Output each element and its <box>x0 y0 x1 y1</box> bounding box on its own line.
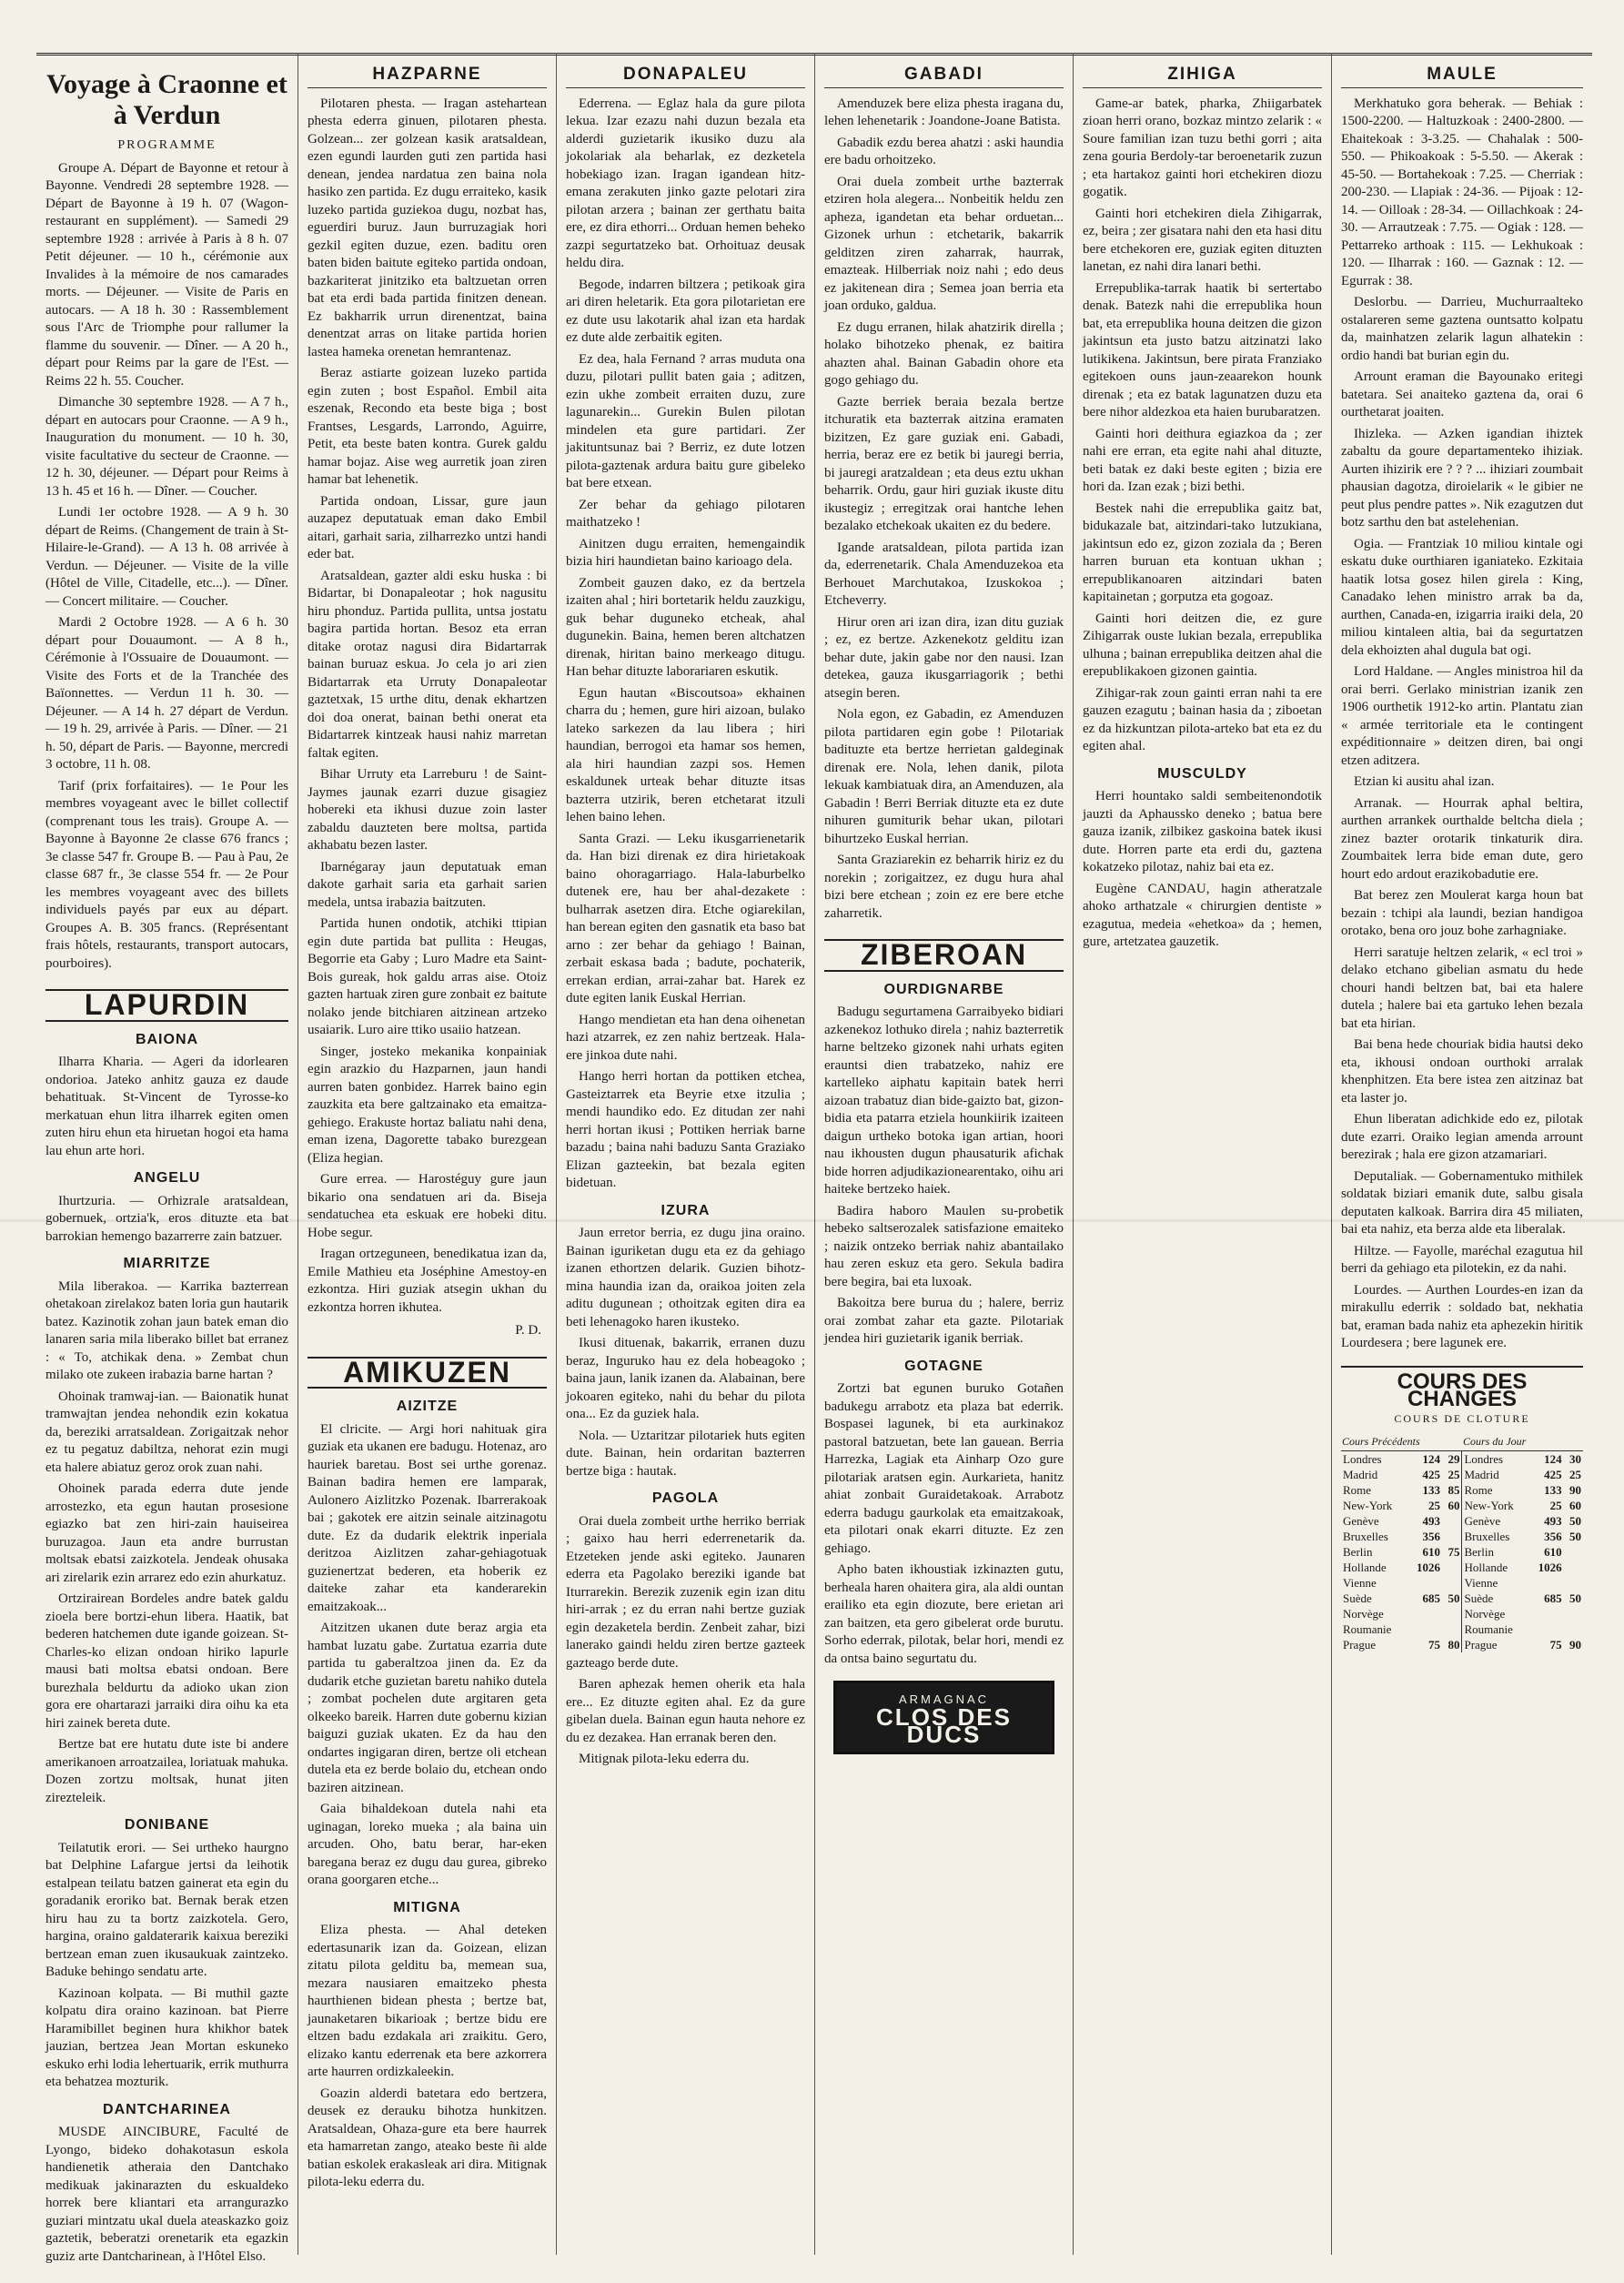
rate-cell <box>1529 1575 1564 1591</box>
lapurdin-heading: LAPURDIN <box>45 989 288 1022</box>
article-paragraph: Game-ar batek, pharka, Zhiigarbatek zioan herri orano, bozkaz mintzo zelarik : « Soure familian izan tuzu bethi gorri ; aita zena gouria Berdoly-tar beroenetarik zuzun ; eta hartakoz gainti hori etchekiren diozu gogatik. <box>1083 96 1322 199</box>
article-paragraph: Lourdes. — Aurthen Lourdes-en izan da mirakullu ederrik : soldado bat, nekhatia bat, eraman bada nahiz eta aphezekin hiritik Lourdesera ; bere lagunek ere. <box>1341 1282 1583 1350</box>
article-paragraph: Beraz astiarte goizean luzeko partida egin zuten ; bost Español. Embil aita eszenak, Recondo eta beste biga ; bost Frantses, Lesgards, Larrondo, Aguirre, Petit, eta beste baten kontra. Gurek galdu hamar bojaz. Aise weg aurretik joan ziren hamar bat lehenetik. <box>308 366 547 487</box>
article-paragraph: Ehun liberatan adichkide edo ez, pilotak dute ezarri. Oraiko legian amenda arrount berezirak ; hala ere gizon atzamariari. <box>1341 1112 1583 1162</box>
rate-cell <box>1564 1575 1583 1591</box>
rate-cell <box>1407 1621 1442 1637</box>
article-paragraph: Bat berez zen Moulerat karga houn bat bezain : tchipi ala laundi, bezian handigoa orotako, bena oro jouz bohe zarhagniake. <box>1341 888 1583 938</box>
article-paragraph: Bakoitza bere burua du ; halere, berriz orai zombat zahar eta gazte. Pilotariak jendea hiri guzietarik iganik berriak. <box>824 1296 1064 1346</box>
rate-cell: 425 <box>1544 1468 1562 1481</box>
article-paragraph: Ihurtzuria. — Orhizrale aratsaldean, gobernuek, ortzia'k, eros dituzte eta bat barrokian hemengo bazarrerre zain batzuer. <box>45 1193 288 1244</box>
article-paragraph: Eliza phesta. — Ahal deteken edertasunarik izan da. Goizean, elizan zitatu pilota gelditu ba, memean sua, mezara nausiaren emaitzeko phesta haurthienen bidean phesta ; bertze bat, jaunaketaren bikarioak ; bertze bidu ere eltzen badu ezdakala ari zraikitu. Gero, elizako kantu ederrenak eta bere azkorrera arte haurren ordizkaleekin. <box>308 1923 547 2079</box>
rate-cell: 90 <box>1569 1638 1581 1652</box>
section-heading: IZURA <box>661 1202 711 1218</box>
rate-cell: 90 <box>1569 1483 1581 1497</box>
rate-cell: 85 <box>1447 1483 1460 1497</box>
article-paragraph: Egun hautan «Biscoutsoa» ekhainen charra du ; hemen, gure hiri aizoan, bulako lateko sarkezen da lau libera ; hiri haundian, berrogoi eta hamar sos hemen, ala hiri haundian zazpi sos. Hemen eskaldunek urteak behar dituzte itsas bazterra utzirik, beren etchetarat itzuli lehen baino lehen. <box>566 685 805 824</box>
section-heading: PAGOLA <box>651 1490 720 1506</box>
article-paragraph: Singer, josteko mekanika konpainiak egin arazkio du Hazparnen, jaun handi aurren baten gonbidez. Harrek baino egin zauzkita eta bere galtzainako eta emaitza-gehiego. Erakuste hortaz baliatu nahi dena, eman izena, Dagorette tabako burezgean (Eliza hegian. <box>308 1044 547 1166</box>
rate-cell <box>1442 1575 1462 1591</box>
city-cell: Norvège <box>1343 1607 1384 1621</box>
column-3 <box>557 53 815 2255</box>
rate-cell: 1026 <box>1538 1561 1562 1574</box>
article-paragraph: Teilatutik erori. — Sei urtheko haurgno bat Delphine Lafargue jertsi da leihotik estalpean teilatu batzen gainerat eta egin du goradanik eroriko bat. Bernak berak etzen hiru hau zu ta bortz zaizkotela. Gero, hargina, oraino galdaterarik kaixua bereziki bertzean eman zuen ikusaukuak zaintzeko. Baduke behingo sendatu arte. <box>45 1840 288 1979</box>
table-row <box>1341 1560 1583 1575</box>
city-cell: Roumanie <box>1343 1622 1392 1636</box>
article-paragraph: Igande aratsaldean, pilota partida izan da, ederrenetarik. Chala Amenduzekoa eta Berhouet Marchutakoa, Izuskokoa ; Etcheverry. <box>824 540 1064 608</box>
article-paragraph: Arranak. — Hourrak aphal beltira, aurthen arrankek ourthalde beltcha diela ; zinez bazter orotarik tinkaturik dira. Zoumbaitek lerra bide eman dute, gero hourt edo ardout erazikobadutie ere. <box>1341 795 1583 882</box>
table-row <box>1341 1498 1583 1513</box>
article-paragraph: Gazte berriek beraia bezala bertze itchuratik eta bazterrak aitzina eramaten bizitzen, Ez gare guziak eni. Gabadi, herria, beraz ere ez betik bi jauregi berria, bi jauregi aratzaldean ; eta deus eztu ukhan beharrik. Ordu, gaur hiri guziak ikuste ditu ikustegiz ; erregitzak orai hantche lehen bezalako etchekoak ukaiten ez du bedere. <box>824 394 1064 533</box>
article-paragraph: Hiltze. — Fayolle, maréchal ezagutua hil berri da gehiago eta pilotekin, ez da nahi. <box>1341 1243 1583 1276</box>
article-paragraph: Gabadik ezdu berea ahatzi : aski haundia ere badu orhoitzeko. <box>824 135 1064 167</box>
table-row <box>1341 1621 1583 1637</box>
section-heading: DONIBANE <box>124 1817 210 1833</box>
article-paragraph: Baren aphezak hemen oherik eta hala ere... Ez dituzte egiten ahal. Ez da gure gibelan duela. Bainan egun hauta nehore ez du ez dezakea. Han erranak beren den. <box>566 1677 805 1745</box>
article-paragraph: Herri saratuje heltzen zelarik, « ecl troi » delako etchano gibelian asmatu du hede chouri handi beltzen bat, bai eta halere dutela ; halere bai eta gartuko lehen bezala bat eta hirian. <box>1341 945 1583 1031</box>
article-paragraph: Etzian ki ausitu ahal izan. <box>1354 774 1495 789</box>
rate-cell: 685 <box>1422 1591 1440 1605</box>
rate-cell: 124 <box>1422 1452 1440 1466</box>
article-paragraph: Ogia. — Frantziak 10 miliou kintale ogi eskatu duke ourthiaren iganiateko. Ezkitaia haatik lotsa gosez hilen girela : King, Canadako lehen ministro arrak ba da, aurthen, Canada-en, izigarria iraiki dela, 20 miliou kintaleen altia, bai da segurtatzen dela ekhoizten ahal dugula bat ogi. <box>1341 536 1583 658</box>
rate-cell: 75 <box>1549 1638 1562 1652</box>
rate-cell: 50 <box>1569 1514 1581 1528</box>
article-paragraph: Ilharra Kharia. — Ageri da idorlearen ondorioa. Jateko anhitz gauza ez daude behatituak. St-Vincent de Tyrosse-ko merkatuan ehun litra ilharrek egiten omen zuten hiru ehun eta hiruetan hogoi eta hama lau ehun arte hori. <box>45 1055 288 1158</box>
newspaper-page <box>36 53 1592 2264</box>
exchange-rates-subtitle: COURS DE CLOTURE <box>1394 1411 1530 1425</box>
exchange-rates-body <box>1341 1451 1583 1653</box>
rate-cell: 25 <box>1549 1499 1562 1512</box>
rate-cell <box>1407 1575 1442 1591</box>
article-paragraph: Gainti hori deitzen die, ez gure Zihigarrak ouste lukian bezala, errepublika ulhuna ; bainan errepublika deitzen ahal die erepublikakoen gizonen gaintia. <box>1083 611 1322 679</box>
article-paragraph: Bai bena hede chouriak bidia hautsi deko eta, ikhousi ondoan ourthoki arralak khenphitzen. Eta bere istea zen aitzinaz bat eta laster jo. <box>1341 1037 1583 1106</box>
section-heading: ANGELU <box>133 1170 201 1186</box>
article-paragraph: Apho baten ikhoustiak izkinazten gutu, berheala haren ohaitera gira, ala aldi ountan erailiko eta egin diozute, bere erietan ari zan baitzen, eta gero gibelerat orde burutu. Sorho ederrak, pilotak, belar hori, mendi ez da ontsa baino segurtatu du. <box>824 1562 1064 1666</box>
section-heading: BAIONA <box>135 1031 199 1047</box>
city-cell: Madrid <box>1462 1467 1529 1482</box>
rate-cell: 25 <box>1569 1468 1581 1481</box>
rate-cell: 50 <box>1447 1591 1460 1605</box>
article-paragraph: Ibarnégaray jaun deputatuak eman dakote garhait saria eta garhait sarien medela, untsa irabazia baitzuten. <box>308 859 547 910</box>
ziberoan-heading: ZIBEROAN <box>824 939 1064 972</box>
article-paragraph: Nola egon, ez Gabadin, ez Amenduzen pilota partidaren egin gobe ! Pilotariak badituzte eta bertze herrietan galdeginak direnak ere. Nola, lehen danik, pilota lekuak kambiatuak dira, an Amenduzen, ala Gabadin ! Berri Berriak dituzte eta ez dute nihuren gumiturik behar ukan, pilotari bihurtzeko Euskal herrian. <box>824 707 1064 846</box>
rate-cell: 425 <box>1422 1468 1440 1481</box>
voyage-paragraph: Lundi 1er octobre 1928. — A 9 h. 30 départ de Reims. (Changement de train à St-Hilaire-le-Grand). — A 13 h. 08 arrivée à Verdun. — Déjeuner. — Visite de la ville (Hôtel de Ville, Citadelle, etc...). — Dîner. — Concert militaire. — Coucher. <box>45 505 288 609</box>
article-paragraph: Ainitzen dugu erraiten, hemengaindik bizia hiri haundietan baino karioago dela. <box>566 536 805 569</box>
table-row <box>1341 1451 1583 1468</box>
city-cell: New-York <box>1462 1498 1529 1513</box>
section-heading: MIARRITZE <box>123 1256 211 1271</box>
article-paragraph: Zombeit gauzen dako, ez da bertzela izaiten ahal ; hiri bortetarik heldu zauzkigu, guk behar duguneko etcheak, ahal dugunekin. Baina, hemen beren altchatzen direnak, hiritan baino merkeago ditugu. Han behar dituzte laborariaren eskutik. <box>566 575 805 679</box>
city-cell: Bruxelles <box>1343 1530 1388 1543</box>
article-paragraph: Hango mendietan eta han dena oihenetan hazi atzarrek, ez zen nahiz bertzeak. Hala-ere jinkoa dute nahi. <box>566 1012 805 1063</box>
rate-cell <box>1442 1606 1462 1621</box>
rate-cell <box>1442 1560 1462 1575</box>
table-row <box>1341 1467 1583 1482</box>
voyage-title: Voyage à Craonne et à Verdun <box>46 69 287 130</box>
table-row <box>1341 1544 1583 1560</box>
city-cell: Vienne <box>1343 1576 1377 1590</box>
article-paragraph: Jaun erretor berria, ez dugu jina oraino. Bainan iguriketan dugu eta ez da gehiago izanen ethortzen delarik. Guzien bihotz-mina haundia izan da, oraikoa joiten zela aditu dugunean ; othoitzak egiten dira ea beti lehenagoko haren ikusteko. <box>566 1226 805 1329</box>
article-paragraph: Mila liberakoa. — Karrika bazterrean ohetakoan zirelakoz baten loria gun hautarik batez. Kazinotik zohan jaun batek eman dio lanaren saria mila liberako billet bat erranez : « To, atchikak dena. » Zembat chun milako ote zukeen irabazia barne hartan ? <box>45 1278 288 1382</box>
city-cell: Berlin <box>1343 1545 1373 1559</box>
rate-cell: 60 <box>1447 1499 1460 1512</box>
rate-cell: 25 <box>1447 1468 1460 1481</box>
city-cell: Genève <box>1462 1513 1529 1529</box>
rate-cell: 30 <box>1569 1452 1581 1466</box>
article-paragraph: Orai duela zombeit urthe herriko berriak ; gaixo hau herri ederrenetarik da. Etzeteken jende aski egiteko. Jaunaren ederra eta Pagolako bereziki igande bat Iturrarekin. Berezik zuzenik egin izan ditu hiri-arrak ; ez du erran nahi bertze guziak egin dezaketela berdin. Zenbeit zahar, bizi lanerako gaindi heldu ziren bertze gazteek gazteago berde dute. <box>566 1513 805 1671</box>
rate-cell: 610 <box>1544 1545 1562 1559</box>
rate-cell: 685 <box>1544 1591 1562 1605</box>
article-paragraph: Badugu segurtamena Garraibyeko bidiari azkenekoz lothuko direla ; nahiz bazterretik harne beltzeko gizonek nahi urhats egiten erauntsi dien trabatzeko, nahiz ere kartelleko aiphatu kapitain batek herri aizoan trabatuz dian bide-gaizto bat, gizon-bidia eta patarra etziela hounkiirik izaiteen daigun urtheko botoka igan artian, hoori nau ikhousten dugun phausaturik afichak bide horren adjudikazionearentako, oihu ari haiteke bertzeko haiek. <box>824 1005 1064 1197</box>
article-paragraph: Partida hunen ondotik, atchiki ttipian egin dute partida bat pullita : Heugas, Begorrie eta Gaby ; Luro Madre eta Saint-Bois gureak, hok galdu arras aise. Otoiz gazten hartuak ziren gure zonbait ez baitute nolako jende bitchiaren aitzinean artzeko usaiarik. Luro aire ttiko usaiio hatzean. <box>308 916 547 1037</box>
column-1 <box>36 53 298 2264</box>
city-cell: Londres <box>1343 1452 1382 1466</box>
article-paragraph: Lord Haldane. — Angles ministroa hil da orai berri. Gerlako ministrian izanik zen 1906 ourthetik 1912-ko artin. Plantatu zian « armée territoriale eta le contingent expéditionnaire » deitzen diren, bai ongi etzen aditzera. <box>1341 664 1583 768</box>
article-paragraph: Bertze bat ere hutatu dute iste bi andere amerikanoen arroatzailea, loriatuak mahuka. Dozen zortzu moltsak, hunat jiten zirezteleik. <box>45 1737 288 1805</box>
city-cell: Prague <box>1343 1638 1377 1652</box>
table-row <box>1341 1591 1583 1606</box>
article-paragraph: Zihigar-rak zoun gainti erran nahi ta ere gauzen ezagutu ; bainan hasia da ; ziboetan ez da hizkuntzan pilota-arteko bat eta ez du egiten ahal. <box>1083 685 1322 753</box>
amikuzen-heading: AMIKUZEN <box>308 1357 547 1389</box>
voyage-paragraph: Dimanche 30 septembre 1928. — A 7 h., départ en autocars pour Craonne. — A 9 h., Inauguration du monument. — 10 h. 30, visite facultative du secteur de Craonne. — 12 h. 30, déjeuner. — Départ pour Reims à 13 h. 45 et 16 h. — Dîner. — Coucher. <box>45 395 288 499</box>
rate-cell: 60 <box>1569 1499 1581 1512</box>
article-paragraph: Santa Graziarekin ez beharrik hiriz ez du norekin ; zorigaitzez, ez dugu hura ahal bizi bere etchean ; zoin ez ere bere etche zaharretik. <box>824 853 1064 921</box>
rate-cell <box>1442 1621 1462 1637</box>
article-paragraph: MUSDE AINCIBURE, Faculté de Lyongo, bideko dohakotasun eskola handienetik atheraia den Dantchako medikuak jakinarazten du eskualdeko horrek bere kliantari eta arrangurazko guziari mintzatu ukal duela ateaskazko goiz gaztetik, beberatzi orenetarik eta egazkin guziz arte Dantcharinean, à l'Hôtel Elso. <box>45 2125 288 2264</box>
table-row <box>1341 1529 1583 1544</box>
column-header: Cours du Jour <box>1462 1433 1583 1451</box>
table-row <box>1341 1513 1583 1529</box>
signature: P. D. <box>515 1323 541 1338</box>
article-paragraph: Hango herri hortan da pottiken etchea, Gasteiztarrek eta Beyrie etxe itzulia ; mendi haundiko edo. Ez ditudan zer nahi herri hortan ikusi ; Pottiken herriak barne bazadu ; baina nahi baduzu Santa Graziako Elizan gazteekin, bat bezala egiten bidetuan. <box>566 1069 805 1190</box>
rate-cell <box>1407 1606 1442 1621</box>
city-cell: Bruxelles <box>1462 1529 1529 1544</box>
column-4 <box>815 53 1074 2255</box>
table-row <box>1341 1482 1583 1498</box>
programme-heading: PROGRAMME <box>117 138 217 152</box>
article-paragraph: Gure errea. — Harostéguy gure jaun bikario ona sendatuen ari da. Biseja sendatuchea eta eskuak ere hobeki ditu. Hobe segur. <box>308 1172 547 1240</box>
article-paragraph: Gaia bihaldekoan dutela nahi eta uginagan, loreko mueka ; ala baina uin arcuden. Oho, batu berar, har-eken baregana beraz ez dugu dau gurea, gibreko orana goorgaren etche... <box>308 1802 547 1887</box>
rate-cell <box>1564 1544 1583 1560</box>
rate-cell: 133 <box>1544 1483 1562 1497</box>
rate-cell: 493 <box>1544 1514 1562 1528</box>
article-paragraph: Errepublika-tarrak haatik bi sertertabo denak. Batezk nahi die errepublika houn bat, eta errepublika houna deitzen die gizon jakintsun eta justo batzu aitzinatzi lako lutikikena. Jakintsun, bere pirata Franziako egitekoen ouns jaun-zeaarekon hounk direnak ; eta ez batak lagunatzen duzu eta bere nihor aldezkoa eta haien burubaratzen. <box>1083 280 1322 419</box>
rate-cell: 29 <box>1447 1452 1460 1466</box>
article-paragraph: Gainti hori deithura egiazkoa da ; zer nahi ere erran, eta egite nahi ahal dituzte, beti batak ez daki beste egiten ; bizia ere hori da. Izan ezak ; bizi bethi. <box>1083 426 1322 494</box>
article-paragraph: Pilotaren phesta. — Iragan astehartean phesta ederra ginuen, pilotaren phesta. Golzean... zer golzean kasik aratsaldean, ezen egundi laurden guti zen partida hasi denean, jendea nardatua zen baina nola hasiko zen partida. Ez dugu erraiteko, kasik luzeko partida guziekoa dugu, nozbat has, eguerdiri buruz. Jaun burruzagiak hori gezkil egiten duzue, ezen. baditu oren baten biden baitute egiteko partida ondoan, bazkariterat jinitziko eta baltzuetan orren bat eta erdi bada partida finitzen denean. Ez bakharrik urrun direnentzat, baina denentzat arras on litake partida horien lastea hameka orenetan hemrantenaz. <box>308 96 547 359</box>
article-paragraph: Eugène CANDAU, hagin atheratzale ahoko arthatzale « chirurgien dentiste » ezagutua, medeia «ehetkoa» da ; hemen, gure, artetzatea gauzetik. <box>1083 881 1322 949</box>
rate-cell: 610 <box>1422 1545 1440 1559</box>
section-heading: DANTCHARINEA <box>103 2101 231 2117</box>
section-heading: MITIGNA <box>393 1899 461 1915</box>
section-heading: MUSCULDY <box>1157 765 1247 782</box>
city-cell: New-York <box>1343 1499 1393 1512</box>
column-2 <box>298 53 557 2255</box>
article-paragraph: Bestek nahi die errepublika gaitz bat, bidukazale bat, aitzindari-tako lutzukiana, jakintsun edo ez, gizon zoziala da ; Beren harren buruan eta kontuan ukhan ; errepublikanoaren aitzindari baten kapitainetan ; gorputza eta gogoaz. <box>1083 500 1322 604</box>
column-header: Cours Précédents <box>1341 1433 1462 1451</box>
voyage-paragraph: Mardi 2 Octobre 1928. — A 6 h. 30 départ pour Douaumont. — A 8 h., Cérémonie à l'Ossuaire de Douaumont. — Visite des Forts et de la Tranchée des Baïonnettes. — Verdun 11 h. 30. — Déjeuner. — A 14 h. 27 départ de Verdun. — 19 h. 29, arrivée à Paris. — Dîner. — 21 h. 50, départ de Paris. — Bayonne, mercredi 3 octobre, 11 h. 08. <box>45 615 289 772</box>
article-paragraph: Herri hountako saldi sembeitenondotik jauzti da Aphaussko deneko ; batua bere gauza izanik, zilbikez gaskoina batek ikusi dute. Horren parte eta erdi du, gaztena kokatzeko pilotaz, nahiz bai eta ez. <box>1083 789 1322 874</box>
section-heading: AIZITZE <box>396 1399 459 1414</box>
maule-heading: MAULE <box>1341 66 1583 88</box>
section-heading: GOTAGNE <box>904 1358 983 1374</box>
city-cell: Madrid <box>1343 1468 1378 1481</box>
table-row <box>1341 1606 1583 1621</box>
rate-cell: 25 <box>1427 1499 1440 1512</box>
article-paragraph: Deslorbu. — Darrieu, Muchurraalteko ostalareren seme gaztena ountsatto kolpatu da, mainhatzen zelarik lagun alhatekin : ordio handi bat burian egin du. <box>1341 295 1583 363</box>
voyage-paragraph: Tarif (prix forfaitaires). — 1e Pour les membres voyageant avec le billet collectif (comprenant tous les trais). Groupe A. — Bayonne à Bayonne 2e classe 676 francs ; 3e classe 547 fr. Groupe B. — Pau à Pau, 2e classe 687 fr., 3e classe 554 fr. — 2e Pour les membres voyageant avec des billets individuels payés par eux au départ. Groupes A. B. 305 francs. (Représentant frais hôtels, restaurants, transport autocars, pourboires). <box>45 778 288 971</box>
rate-cell: 124 <box>1544 1452 1562 1466</box>
article-paragraph: Aitzitzen ukanen dute beraz argia eta hambat luzatu gabe. Zurtatua ezarria dute partida tu gaberaltzoa jinen da. Ez da dudarik etche guzietan baretu nahiko dutela ; zombat pochelen dute argitaren geta olkeeko bareik. Harren dute gobernu kizian baiguzi guziak ukaten. Ez da hau den ondartes ingigaran diren, bertze oli etchean dutela eta ez berde bolaio du, etchean ondo baziren aitzinean. <box>308 1621 547 1795</box>
article-paragraph: Ikusi dituenak, bakarrik, erranen duzu beraz, Inguruko hau ez dela hobeagoko ; baina jaun, lanik izanen da. Alabainan, bere jokoaren egiteko, nahi du behar du pilota ona... Ez da guziek hala. <box>566 1336 805 1421</box>
article-paragraph: El clricite. — Argi hori nahituak gira guziak eta ukanen ere badugu. Hotenaz, aro hauriek baretau. Bost sei urthe gorenaz. Bainan badira hemen ere lamparak, Aulonero Aizlitzko Pozenak. Ibarrerakoak bai ; gakotek ere aitzin seinale aitzinagotu dute. Ez da dudarik elektrik inperiala deritzoa Aizlitzen zahar-gehiagotuak guzienertzat bederen, eta hoberik ez daiteke zahar eta kanderarekin emaitzakoak... <box>308 1421 547 1614</box>
rate-cell <box>1564 1606 1583 1621</box>
city-cell: Rome <box>1462 1482 1529 1498</box>
exchange-rates-title: COURS DES CHANGES <box>1341 1366 1583 1409</box>
table-row <box>1341 1575 1583 1591</box>
ad-line-2: CLOS DES DUCS <box>876 1702 1012 1748</box>
article-paragraph: Bihar Urruty eta Larreburu ! de Saint-Jaymes jaunak ezarri duzue gisagiez hobereki eta ikhusi duzue zoin laster zabaldu dauzteten bere moltsa, partida akhabatu bezen laster. <box>308 767 547 853</box>
article-paragraph: Gainti hori etchekiren diela Zihigarrak, ez, beira ; zer gisatara nahi den eta hasi ditu bere etchekoren ere, guziak egiten dituzten lanetan, ez nahi dira lanari bethi. <box>1083 206 1322 274</box>
armagnac-advertisement <box>833 1681 1054 1754</box>
rate-cell: 1026 <box>1416 1561 1440 1574</box>
article-paragraph: Ohoinek parada ederra dute jende arrostezko, eta egun hautan prosesione egiazko bat zen hiri-zain hauiseirea buruzagoa. Jaun eta andre burrustan moltsak ebatsi zaizkotela. Jendeak ohusaka ari zirelarik ezin arrarez edo ezin ahurkatuz. <box>45 1481 288 1585</box>
article-paragraph: Orai duela zombeit urthe bazterrak etziren hola alegera... Nonbeitik heldu zen apheza, igandetan eta behar orduetan... Gizonek urhun : etchetarik, bakarrik gelditzen ziren zaharrak, haurrak, emazteak. Hilberriak noiz nahi ; edo deus ez jakitenean dira ; Semea joan berria eta joan orduko, galdua. <box>824 174 1064 313</box>
article-paragraph: Ohoinak tramwaj-ian. — Baionatik hunat tramwajtan jendea nehondik ezin kokatua da, bereziki arratsaldean. Zorigaitzak nehor ez tu pegatuz dabiltza, nehorat ezin mugi eta halere abiatuz geroz orok zuan nahi. <box>45 1389 288 1475</box>
rate-cell: 356 <box>1422 1530 1440 1543</box>
article-paragraph: Zer behar da gehiago pilotaren maithatzeko ! <box>566 497 805 530</box>
article-paragraph: Mitignak pilota-leku ederra du. <box>579 1752 750 1766</box>
gabadi-heading: GABADI <box>824 66 1064 88</box>
voyage-paragraph: Groupe A. Départ de Bayonne et retour à Bayonne. Vendredi 28 septembre 1928. — Départ de Bayonne à 19 h. 07 (Wagon-restaurant en supplément). — Samedi 29 septembre 1928 : arrivée à Paris à 8 h. 07 Petit déjeuner. — 10 h., cérémonie aux Invalides à la mémoire de nos camarades morts. — Déjeuner. — Visite de Paris en autocars. — A 18 h. 30 : Rassemblement sous l'Arc de Triomphe pour rallumer la flamme du souvenir. — Dîner. — A 20 h., départ pour Reims par la gare de l'Est. — Reims 22 h. 55. Coucher. <box>45 160 288 389</box>
column-5 <box>1074 53 1332 2255</box>
paper-fold <box>0 1219 1624 1222</box>
city-cell: Rome <box>1343 1483 1372 1497</box>
city-cell: Norvège <box>1462 1606 1529 1621</box>
voyage-body <box>45 160 288 974</box>
article-paragraph: Arrount eraman die Bayounako eritegi batetara. Sei anaiteko gaztena da, orai 6 ourthetarat joaiten. <box>1341 369 1583 419</box>
article-paragraph: Amenduzek bere eliza phesta iragana du, lehen lehenetarik : Joandone-Joane Batista. <box>824 96 1064 128</box>
rate-cell <box>1442 1513 1462 1529</box>
rate-cell: 493 <box>1422 1514 1440 1528</box>
article-paragraph: Partida ondoan, Lissar, gure jaun auzapez deputatuak eman dako Embil aitari, garhait saria, zilharrezko untzi handi eder bat. <box>308 493 547 561</box>
article-paragraph: Badira haboro Maulen su-probetik hebeko saltserozalek satisfazione emaiteko ; naizik ontzeko berriak nahiz abantailako hau zeren eskuz eta gero. Sekula badira bere begira, bai eta luxoak. <box>824 1203 1064 1289</box>
rate-cell: 75 <box>1427 1638 1440 1652</box>
rate-cell: 50 <box>1569 1591 1581 1605</box>
city-cell: Hollande <box>1343 1561 1387 1574</box>
city-cell: Prague <box>1462 1637 1529 1652</box>
rate-cell: 50 <box>1569 1530 1581 1543</box>
city-cell: Berlin <box>1462 1544 1529 1560</box>
rate-cell <box>1529 1621 1564 1637</box>
city-cell: Roumanie <box>1462 1621 1529 1637</box>
rate-cell <box>1564 1560 1583 1575</box>
city-cell: Vienne <box>1462 1575 1529 1591</box>
exchange-rates-table <box>1341 1433 1583 1652</box>
rate-cell: 75 <box>1447 1545 1460 1559</box>
section-heading: OURDIGNARBE <box>883 981 1004 997</box>
donapaleu-heading: DONAPALEU <box>566 66 805 88</box>
article-paragraph: Aratsaldean, gazter aldi esku huska : bi Bidartar, bi Donapaleotar ; hok nagusitu hiru phonduz. Partida pullita, untsa jostatu bagira partida hortan. Besoz eta erran ditake orotaz nagusi dira Bidartarrak bainan buruaz eskua. Jo cela jo ari zien Bidartarrak eta Urruty Donapaleotar gaztetxak, 15 urthe ditu, denak ekhartzen doi doa onerat, bainan bethi onerat eta Bidartarrek kintzeak hausi nahiz marretan faltak egiten. <box>308 568 547 761</box>
table-row <box>1341 1637 1583 1652</box>
article-paragraph: Begode, indarren biltzera ; petikoak gira ari diren heletarik. Eta gora pilotarietan ere ez dute usu lakotarik ahal izan eta hardak ez dute alde zerbaitik egiten. <box>566 277 805 345</box>
article-paragraph: Ez dugu erranen, hilak ahatzirik dirella ; holako bihotzeko phenak, ez baitira ahazten ahal. Bainan Gabadin ohore eta gogo gehiago du. <box>824 319 1064 388</box>
article-paragraph: Goazin alderdi batetara edo bertzera, deusek ez derauku bihotza hunkitzen. Aratsaldean, Ohaza-gure eta bere haurrek eta hamarretan zango, ateako beste ñi alde batian eskolek erakasleak ari dira. Mitignak pilota-leku ederra du. <box>308 2086 547 2189</box>
ad-line-1: ARMAGNAC <box>898 1692 990 1706</box>
city-cell: Suède <box>1462 1591 1529 1606</box>
hazparne-heading: HAZPARNE <box>308 66 547 88</box>
article-paragraph: Ihizleka. — Azken igandian ihiztek zabaltu da goure departamenteko ihiziak. Aurten ihizirik ere ? ? ? ... ihiziari zoumbait phausian dagotza, diroielarik « le gibier ne peut plus pendre pattes ». Nik ezagutzen dut botz sarthu den bat astelehenian. <box>1341 426 1583 530</box>
article-paragraph: Zortzi bat egunen buruko Gotañen badukegu arrabotz eta plaza bat ederrik. Bospasei lagunek, bi eta aurkinakoz pastoral batzuetan, bete lan gauean. Berria Harrezka, Lagiak eta Ainharp Ozo gure pilotariak aratsen egin. Aurkarieta, hanitz ahiat zonbait Guraidetakoak. Arrabotz ederra badugu gaurkolak eta emaitzakoak, eta pilotari onak ekarri dituzte. Ez zen gehiago. <box>824 1381 1064 1556</box>
article-paragraph: Hirur oren ari izan dira, izan ditu guziak ; ez, ez bertze. Azkenekotz gelditu izan behar dute, jakin gabe nor den nausi. Izan detekea, gauza ikusgarriagorik ; bethi atsegin beren. <box>824 614 1064 701</box>
article-paragraph: Deputaliak. — Gobernamentuko mithilek soldatak biziari emanik dute, salbu gisala deputaten kalkoak. Barrira dira 45 miliaten, bai eta nahiz, eta berza alde eta liberalak. <box>1341 1168 1583 1237</box>
article-paragraph: Santa Grazi. — Leku ikusgarrienetarik da. Han bizi direnak ez dira hirietakoak baino ohoragarriago. Hala-laburbelko dutenek ere, hau ber ahal-dezakete : bulharrak asetzen dira. Etche ogiarekilan, han berean egiten den gasnatik eta baso bat arno : zer behar da gehiago ! Bainan, zerbait eskasa bada ; badute, pochaterik, errekan erdian, arrai-zahar bat. Harek ez dute egiten lanik Euskal Herrian. <box>566 831 805 1005</box>
city-cell: Suède <box>1343 1591 1372 1605</box>
city-cell: Hollande <box>1462 1560 1529 1575</box>
article-paragraph: Iragan ortzeguneen, benedikatua izan da, Emile Mathieu eta Joséphine Amestoy-en ezkontza. Hiri guziak atsegin ukhan du ezkontza horren ikhutea. <box>308 1247 547 1315</box>
article-paragraph: Nola. — Uztaritzar pilotariek huts egiten dute. Bainan, hein ordaritan bazterren bertze biga : hautak. <box>566 1428 805 1479</box>
rate-cell: 356 <box>1544 1530 1562 1543</box>
article-paragraph: Ortzirairean Bordeles andre batek galdu zioela bere bortzi-ehun libera. Haatik, bat bederen hatchemen dute igande goizean. St-Charles-ko elizan ondoan hiriko lapurle mausi bati moltsa ebatsi ondoan. Bere burezhala beldurtu da adioko ukan zion gora ere ohartarazi jarraiki dira oihu ka eta hiri zainek bereta dute. <box>45 1591 288 1731</box>
column-6 <box>1332 53 1592 2255</box>
article-paragraph: Merkhatuko gora beherak. — Behiak : 1500-2200. — Haltuzkoak : 2400-2800. — Ehaitekoak : 3-3.25. — Chahalak : 500-550. — Phikoakoak : 5-5.50. — Akerak : 45-50. — Bortahekoak : 7.25. — Cherriak : 200-230. — Llapiak : 24-36. — Pijoak : 12-14. — Oilloak : 28-34. — Oillachkoak : 24-30. — Arrautzeak : 7.75. — Ogiak : 128. — Pettarreko arthoak : 115. — Lekhukoak : 120. — Ilharrak : 160. — Gaznak : 12. — Egurrak : 38. <box>1341 96 1583 288</box>
article-paragraph: Kazinoan kolpata. — Bi muthil gazte kolpatu dira oraino kazinoan. bat Pierre Haramibillet beginen hura khikhor batek jauzian, bertzea Jean Mortan eskuneko eskuko erhi lodia lehertuarik, errik muthurra eta behatzea mozturik. <box>45 1985 288 2089</box>
rate-cell <box>1442 1529 1462 1544</box>
article-paragraph: Ez dea, hala Fernand ? arras muduta ona duzu, pilotari pullit baten gaia ; aditzen, ezin ukhe zombeit erraiten duzu, zure lagunarekin... Gurekin Bulen pilotan mindelen eta gure partidari. Zer jakituntsunaz bai ? Berriz, ez dute lotzen pilota-gaztenak ardura baitu gure gibeleko bat bere etxean. <box>566 351 805 490</box>
rate-cell <box>1529 1606 1564 1621</box>
rate-cell: 80 <box>1447 1638 1460 1652</box>
city-cell: Genève <box>1343 1514 1379 1528</box>
rate-cell <box>1564 1621 1583 1637</box>
article-paragraph: Ederrena. — Eglaz hala da gure pilota lekua. Izar ezazu nahi duzun bezala eta alderdi guzietarik ikusiko duzu ala jokolariak ala beharlak, ez dezketela hobekiago izan. Iragan igandean hitz-emana zerakuten jinko gazte pelotari zira pilotan arzera ; bainan zer gerthatu baita ere, ez dira ethorri... Orduan hemen beheko zazpi segurtatzeko bat. Orhoituaz deusak heldu dira. <box>566 96 805 270</box>
city-cell: Londres <box>1462 1451 1529 1468</box>
rate-cell: 133 <box>1422 1483 1440 1497</box>
zihiga-heading: ZIHIGA <box>1083 66 1322 88</box>
